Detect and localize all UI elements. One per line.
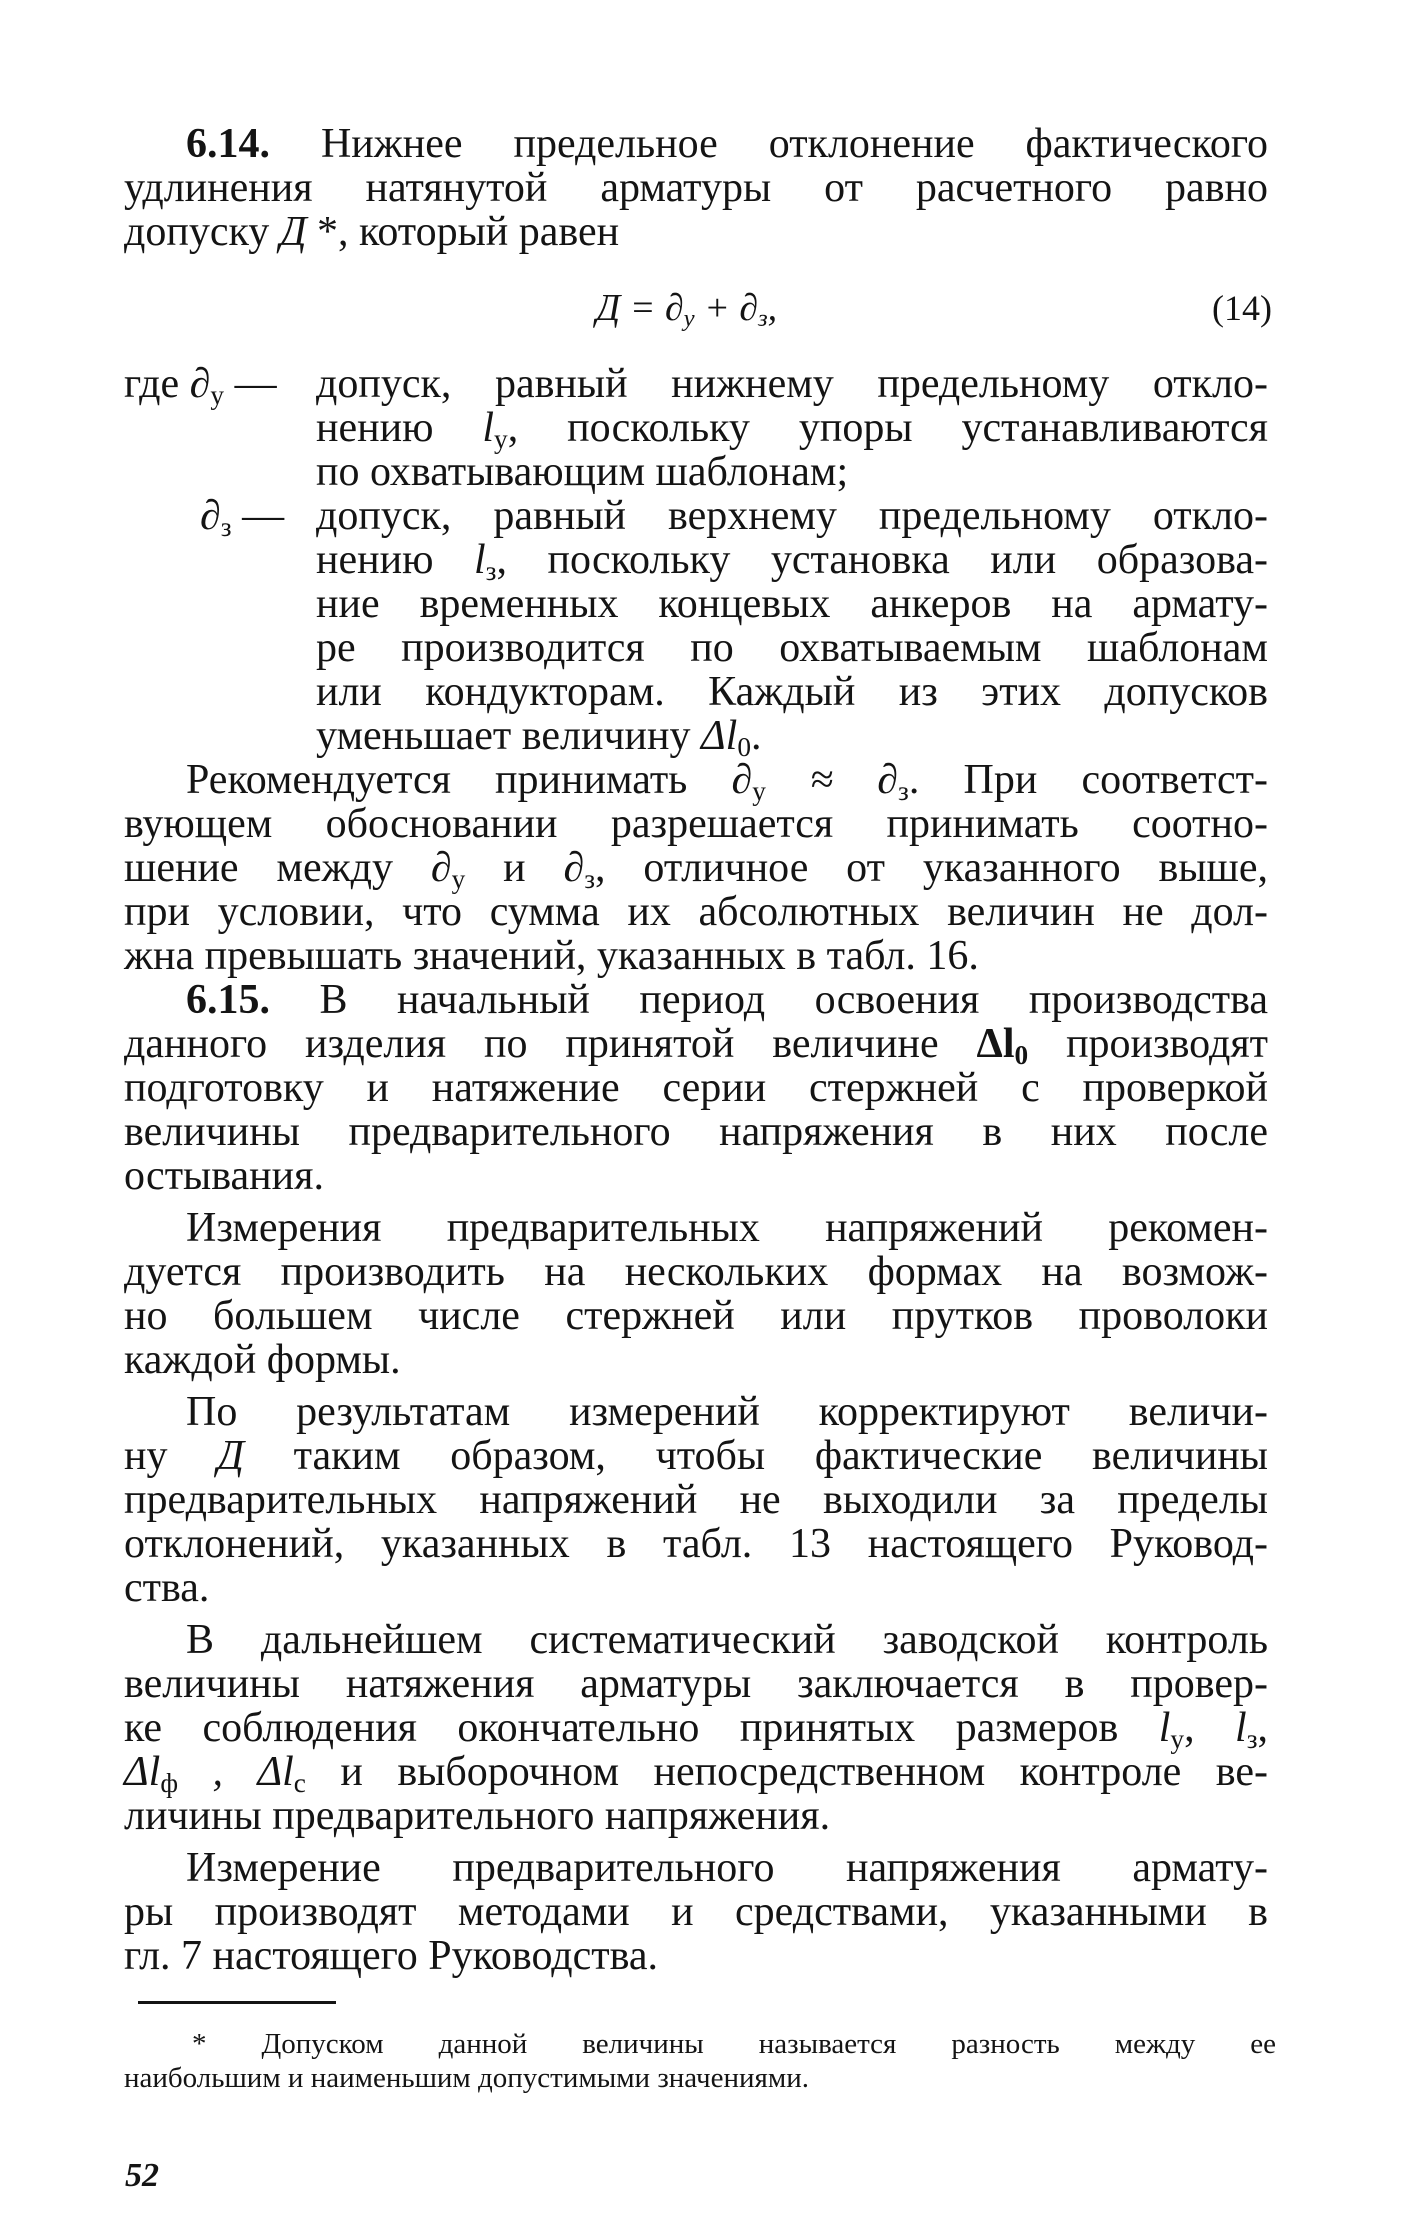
paragraph-6-15-line-5: остывания. [124,1153,324,1199]
control-line-3: ке соблюдения окончательно принятых размеров $l_у$, $l_з$, [124,1705,1268,1754]
where-dz-line-6: уменьшает величину $\Delta l_0$. [316,713,762,762]
control-line-1: В дальнейшем систематический заводской контроль [186,1617,1268,1663]
where-dz-line-2: нению $l_з$, поскольку установка или образова- [316,537,1268,586]
paragraph-6-15-line-2: данного изделия по принятой величине $\Delta l_0$ производят [124,1021,1268,1070]
recommend-line-4: при условии, что сумма их абсолютных величин не дол- [124,889,1268,935]
section-number-6-15: 6.15. [186,977,270,1023]
where-dy-line-3: по охватывающим шаблонам; [316,449,849,495]
page-number: 52 [125,2157,159,2194]
paragraph-6-15-line-4: величины предварительного напряжения в них после [124,1109,1268,1155]
results-line-5: ства. [124,1565,210,1611]
where-dz-line-5: или кондукторам. Каждый из этих допусков [316,669,1268,715]
recommend-line-5: жна превышать значений, указанных в табл. 16. [124,933,979,979]
footnote-line-1: * Допуском данной величины называется разность между ее [192,2028,1276,2060]
paragraph-6-14-line-2: удлинения натянутой арматуры от расчетного равно [124,165,1268,211]
results-line-2: ну Д таким образом, чтобы фактические величины [124,1433,1268,1479]
final-line-1: Измерение предварительного напряжения армату- [186,1845,1268,1891]
where-dz-line-1: допуск, равный верхнему предельному откло- [316,493,1268,539]
formula-number: (14) [1212,288,1272,328]
recommend-line-1: Рекомендуется принимать $\partial_у \approx \partial_з$. При соответст- [186,757,1268,806]
recommend-line-2: вующем обосновании разрешается принимать соотно- [124,801,1268,847]
paragraph-6-14-line-1: 6.14. Нижнее предельное отклонение фактического [186,121,1269,167]
measure-line-1: Измерения предварительных напряжений рекомен- [186,1205,1268,1251]
where-dz-line-4: ре производится по охватываемым шаблонам [316,625,1268,671]
where-dz-line-3: ние временных концевых анкеров на армату- [316,581,1268,627]
control-line-5: личины предварительного напряжения. [124,1793,831,1839]
final-line-2: ры производят методами и средствами, указанными в [124,1889,1268,1935]
measure-line-3: но большем числе стержней или прутков проволоки [124,1293,1268,1339]
formula-14: $Д = \partial_у + \partial_з$, [596,287,778,333]
results-line-3: предварительных напряжений не выходили за пределы [124,1477,1268,1523]
paragraph-6-15-line-3: подготовку и натяжение серии стержней с проверкой [124,1065,1268,1111]
where-dy-line-2: нению $l_у$, поскольку упоры устанавливаются [316,405,1268,454]
results-line-1: По результатам измерений корректируют величи- [186,1389,1268,1435]
results-line-4: отклонений, указанных в табл. 13 настоящего Руковод- [124,1521,1268,1567]
section-number-6-14: 6.14. [186,121,270,167]
measure-line-4: каждой формы. [124,1337,401,1383]
where-dy-line-1: допуск, равный нижнему предельному откло- [316,361,1268,407]
control-line-2: величины натяжения арматуры заключается в провер- [124,1661,1268,1707]
paragraph-6-15-line-1: 6.15. В начальный период освоения производства [186,977,1268,1023]
where-dy-term: где $\partial_у$ — [124,361,277,410]
footnote-rule [138,2001,336,2004]
paragraph-6-14-line-3: допуску Д *, который равен [124,209,620,255]
footnote-line-2: наибольшим и наименьшим допустимыми значениями. [124,2062,809,2094]
where-dz-term: $\partial_з$ — [200,493,285,542]
recommend-line-3: шение между $\partial_у$ и $\partial_з$, отличное от указанного выше, [124,845,1268,894]
control-line-4: $\Delta l_ф$ , $\Delta l_с$ и выборочном непосредственном контроле ве- [124,1749,1268,1798]
measure-line-2: дуется производить на нескольких формах на возмож- [124,1249,1268,1295]
final-line-3: гл. 7 настоящего Руководства. [124,1933,659,1979]
